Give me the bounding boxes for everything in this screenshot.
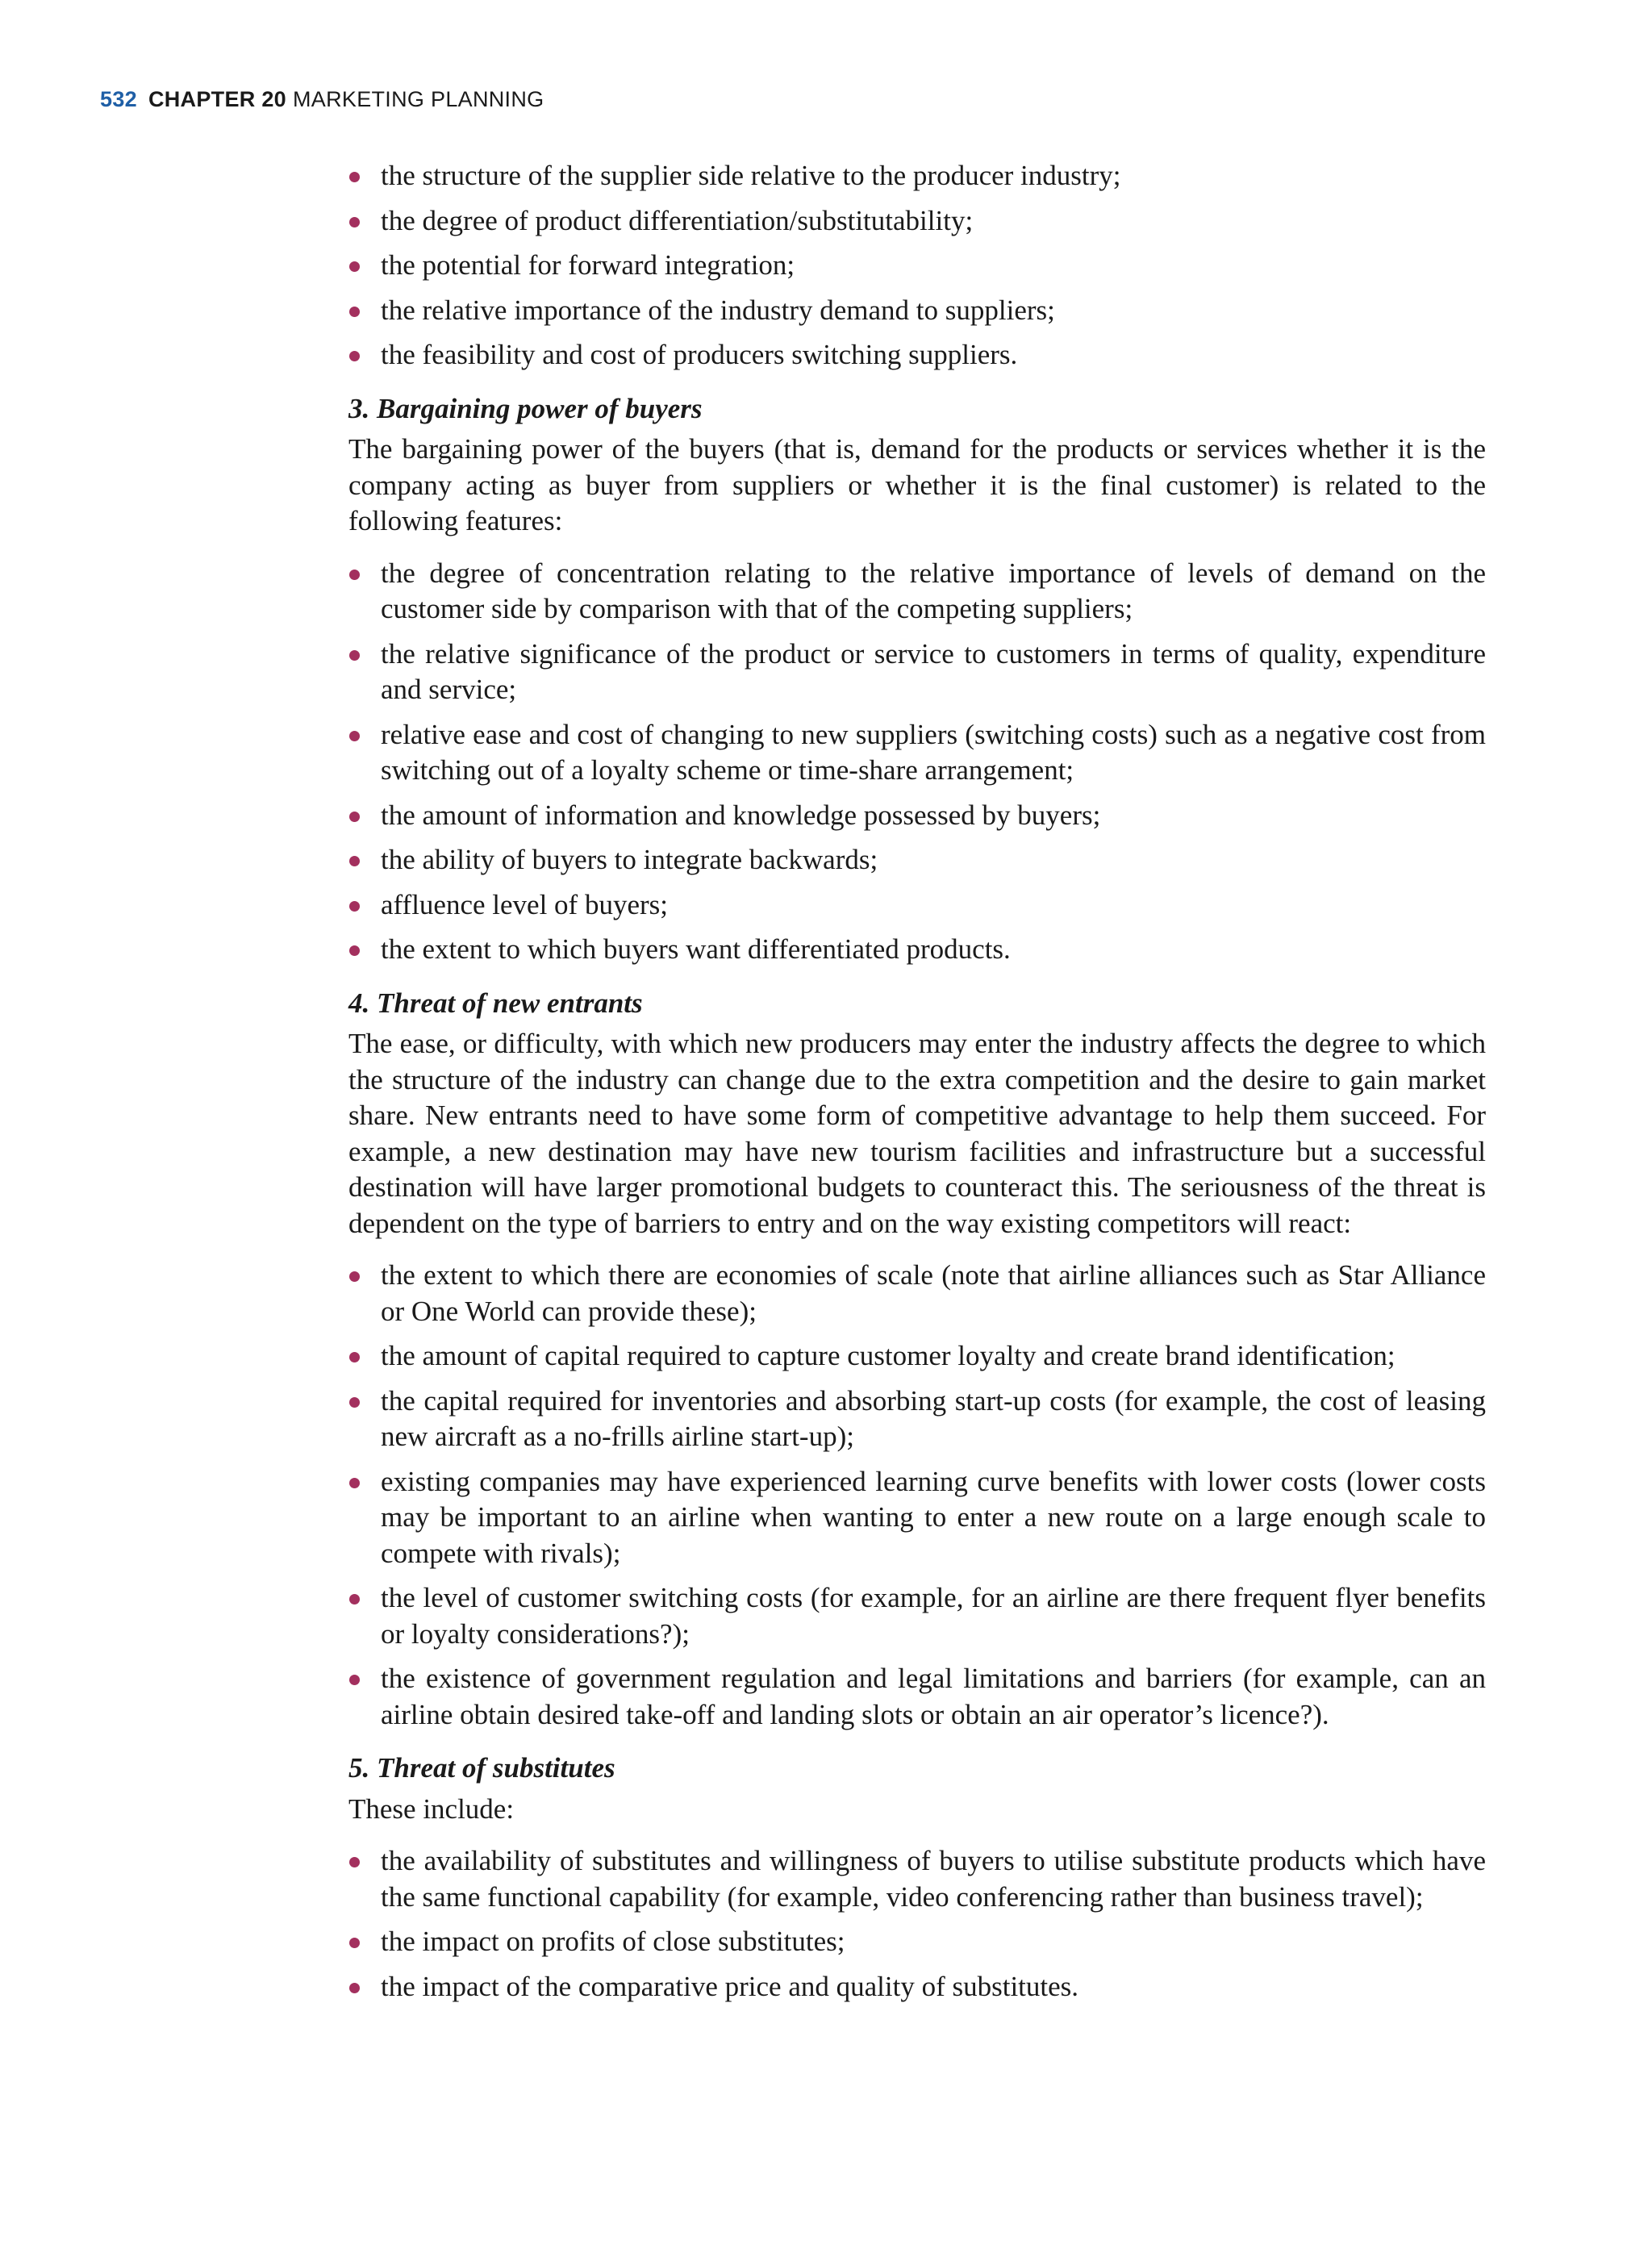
list-item: the impact on profits of close substitutes; (348, 1924, 1486, 1960)
list-item: the degree of product differentiation/substitutability; (348, 203, 1486, 240)
supplier-factors-list (348, 158, 1486, 373)
list-item: the capital required for inventories and absorbing start-up costs (for example, the cost of leasing new aircraft as a no-frills airline start-up); (348, 1383, 1486, 1455)
list-item: the availability of substitutes and willingness of buyers to utilise substitute products which have the same functional capability (for example, video conferencing rather than business travel); (348, 1843, 1486, 1915)
section-heading-new-entrants: 4. Threat of new entrants (348, 987, 643, 1019)
list-item: the potential for forward integration; (348, 248, 1486, 284)
list-item: the amount of information and knowledge possessed by buyers; (348, 798, 1486, 834)
list-item: the level of customer switching costs (for example, for an airline are there frequent flyer benefits or loyalty considerations?); (348, 1580, 1486, 1652)
chapter-label: CHAPTER 20 (148, 87, 286, 111)
running-header (100, 87, 544, 112)
list-item: the amount of capital required to capture customer loyalty and create brand identification; (348, 1338, 1486, 1375)
new-entrants-factors-list (348, 1258, 1486, 1733)
list-item: the ability of buyers to integrate backwards; (348, 842, 1486, 878)
page-body (348, 158, 1486, 2013)
list-item: the impact of the comparative price and quality of substitutes. (348, 1969, 1486, 2005)
section-heading-buyers: 3. Bargaining power of buyers (348, 392, 703, 424)
section-paragraph-buyers: The bargaining power of the buyers (that is, demand for the products or services whether it is the company acting as buyer from suppliers or whether it is the final customer) is related to the following features: (348, 433, 1486, 536)
list-item: the extent to which there are economies of scale (note that airline alliances such as Star Alliance or One World can provide these); (348, 1258, 1486, 1329)
page-number: 532 (100, 87, 137, 111)
list-item: the relative importance of the industry demand to suppliers; (348, 293, 1486, 329)
chapter-title: MARKETING PLANNING (293, 87, 544, 111)
section-heading-substitutes: 5. Threat of substitutes (348, 1752, 615, 1784)
list-item: relative ease and cost of changing to new suppliers (switching costs) such as a negative cost from switching out of a loyalty scheme or time-share arrangement; (348, 717, 1486, 789)
buyers-factors-list (348, 556, 1486, 968)
substitutes-factors-list (348, 1843, 1486, 2005)
section-paragraph-substitutes: These include: (348, 1792, 515, 1825)
list-item: the degree of concentration relating to the relative importance of levels of demand on the customer side by comparison with that of the competing suppliers; (348, 556, 1486, 628)
list-item: the feasibility and cost of producers switching suppliers. (348, 337, 1486, 373)
list-item: the relative significance of the product or service to customers in terms of quality, expenditure and service; (348, 636, 1486, 708)
list-item: the extent to which buyers want differentiated products. (348, 932, 1486, 968)
list-item: the existence of government regulation and legal limitations and barriers (for example, can an airline obtain desired take-off and landing slots or obtain an air operator’s licence?). (348, 1661, 1486, 1733)
list-item: existing companies may have experienced learning curve benefits with lower costs (lower costs may be important to an airline when wanting to enter a new route on a large enough scale to compete with rivals); (348, 1464, 1486, 1572)
list-item: affluence level of buyers; (348, 887, 1486, 924)
section-paragraph-new-entrants: The ease, or difficulty, with which new producers may enter the industry affects the degree to which the structure of the industry can change due to the extra competition and the desire to gain market share. New entrants need to have some form of competitive advantage to help them succeed. For example, a new destination may have new tourism facilities and infrastructure but a successful destination will have larger promotional budgets to counteract this. The seriousness of the threat is dependent on the type of barriers to entry and on the way existing competitors will react: (348, 1028, 1486, 1239)
list-item: the structure of the supplier side relative to the producer industry; (348, 158, 1486, 194)
